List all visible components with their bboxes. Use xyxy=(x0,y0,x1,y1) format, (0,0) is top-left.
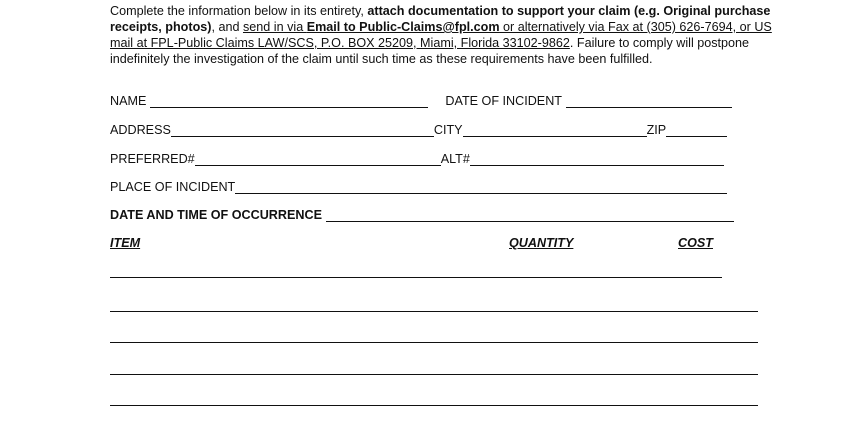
quantity-column-header: QUANTITY xyxy=(509,236,574,250)
zip-field[interactable] xyxy=(666,123,727,137)
place-of-incident-label: PLACE OF INCIDENT xyxy=(110,180,236,194)
zip-label: ZIP xyxy=(646,123,667,137)
place-row xyxy=(110,178,727,194)
date-of-incident-field[interactable] xyxy=(566,94,732,108)
preferred-phone-label: PREFERRED# xyxy=(110,152,195,166)
item-line-3[interactable] xyxy=(110,342,758,343)
date-time-occurrence-field[interactable] xyxy=(326,208,734,222)
item-line-4[interactable] xyxy=(110,374,758,375)
instructions-text-3: , and xyxy=(211,20,243,34)
preferred-phone-field[interactable] xyxy=(195,152,441,166)
place-of-incident-field[interactable] xyxy=(235,180,727,194)
occurrence-row xyxy=(110,206,734,222)
phone-row xyxy=(110,150,724,166)
instructions-paragraph xyxy=(110,3,775,67)
instructions-text-1: Complete the information below in its entirety, xyxy=(110,4,368,18)
name-row xyxy=(110,92,732,108)
city-field[interactable] xyxy=(463,123,647,137)
instructions-email-text: Email to Public-Claims@fpl.com xyxy=(306,20,500,34)
address-row xyxy=(110,121,727,137)
instructions-mail-text: or alternatively via Fax at (305) 626-7694, or US mail at FPL-Public Claims LAW/SCS, P.O. BOX 25209, Miami, Florida 33102-9862 xyxy=(110,20,772,50)
date-of-incident-label: DATE OF INCIDENT xyxy=(445,94,562,108)
cost-column-header: COST xyxy=(678,236,713,250)
item-line-5[interactable] xyxy=(110,405,758,406)
item-line-2[interactable] xyxy=(110,311,758,312)
address-field[interactable] xyxy=(171,123,434,137)
item-line-1[interactable] xyxy=(110,277,722,278)
address-label: ADDRESS xyxy=(110,123,171,137)
item-column-header: ITEM xyxy=(110,236,141,250)
name-label: NAME xyxy=(110,94,147,108)
name-field[interactable] xyxy=(150,94,428,108)
instructions-send-text: send in via xyxy=(242,20,307,34)
city-label: CITY xyxy=(433,123,463,137)
alt-phone-field[interactable] xyxy=(470,152,724,166)
alt-phone-label: ALT# xyxy=(440,152,470,166)
date-time-occurrence-label: DATE AND TIME OF OCCURRENCE xyxy=(110,208,322,222)
instructions-attach-text: attach documentation to support your claim (e.g. Original purchase receipts, photos) xyxy=(110,4,771,34)
instructions-text-7: . Failure to comply will postpone indefinitely the investigation of the claim until such time as these requirements have been fulfilled. xyxy=(110,36,750,66)
